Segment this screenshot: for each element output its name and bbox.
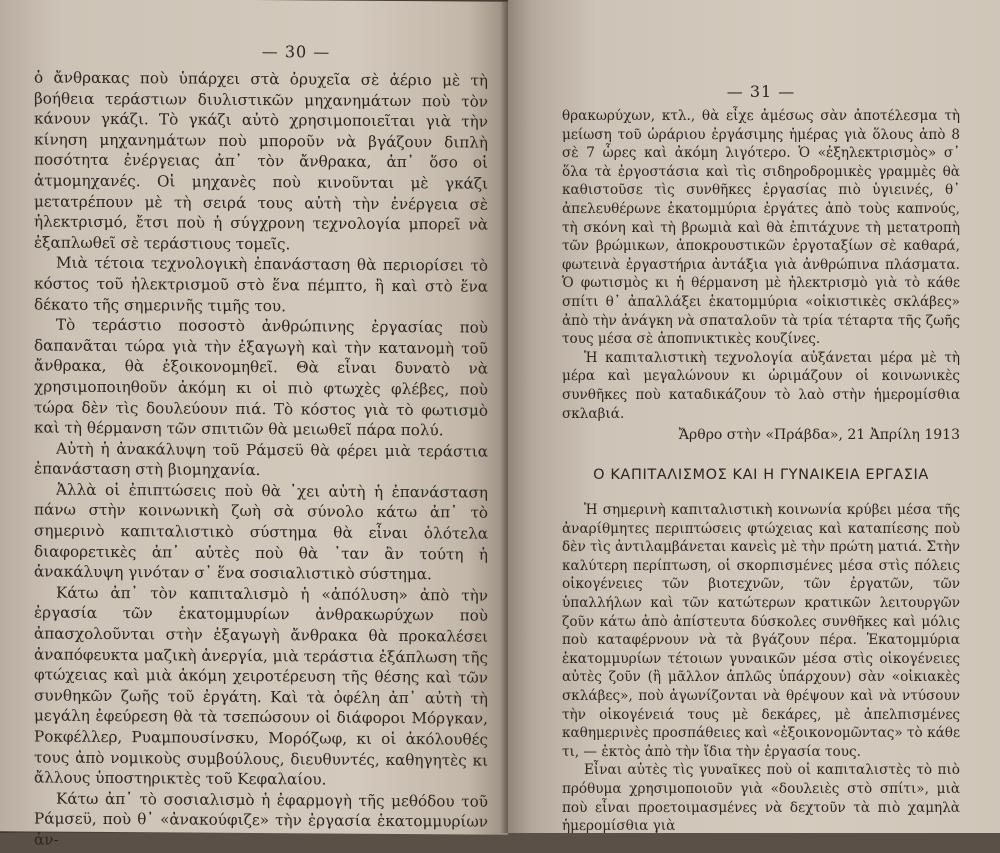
paragraph: Ἡ καπιταλιστικὴ τεχνολογία αὐξάνεται μέρα μὲ τὴ μέρα καὶ μεγαλώνουν κι ὡριμάζουν οἱ κοινωνικὲς συνθῆκες ποὺ καταδικάζουν τὸ λαὸ στὴν ἡμερομίσθια σκλαβιά. [562,349,960,422]
paragraph: Κάτω ἀπ᾿ τὸν καπιταλισμὸ ἡ «ἀπόλυση» ἀπὸ τὴν ἐργασία τῶν ἑκατομμυρίων ἀνθρακωρύχων ποὺ ἀπασχολοῦνται στὴν ἐξαγωγὴ ἄνθρακα θὰ προκαλέσει ἀναπόφευκτα μαζικὴ ἀνεργία, μιὰ τεράστια ἐξάπλωση τῆς φτώχειας καὶ μιὰ ἀκόμη χειροτέρευση τῆς θέσης καὶ τῶν συνθηκῶν ζωῆς τοῦ ἐργάτη. Καὶ τὰ ὀφέλη ἀπ᾿ αὐτὴ τὴ μεγάλη ἐφεύρεση θὰ τὰ τσεπώσουν οἱ διάφοροι Μόργκαν, Ροκφέλλερ, Ρυαμπουσίνσκυ, Μορόζωφ, κι οἱ ἀκόλουθές τους ἀπὸ νομικοὺς συμβούλους, διευθυντές, καθηγητὲς κι ἄλλους ὑποστηρικτὲς τοῦ Κεφαλαίου. [34,583,488,789]
paragraph: Κάτω ἀπ᾿ τὸ σοσιαλισμὸ ἡ ἐφαρμογὴ τῆς μεθόδου τοῦ Ράμσεϋ, ποὺ θ᾿ «ἀνακούφιζε» τὴν ἐργασία ἑκατομμυρίων ἀν- [34,789,488,849]
right-page [508,0,1000,833]
paragraph: θρακωρύχων, κτλ., θὰ εἶχε ἀμέσως σὰν ἀποτέλεσμα τὴ μείωση τοῦ ὡράριου ἐργάσιμης ἡμέρας γιὰ ὅλους ἀπὸ 8 σὲ 7 ὧρες καὶ ἀκόμη λιγότερο. Ὁ «ἐξηλεκτρισμὸς» σ᾿ ὅλα τὰ ἐργοστάσια καὶ τὶς σιδηροδρομικὲς γραμμὲς θὰ καθιστοῦσε τὶς συνθῆκες ἐργασίας πιὸ ὑγιεινές, θ᾿ ἀπελευθέρωνε ἑκατομμύρια ἐργάτες ἀπὸ τοὺς καπνούς, τὴ σκόνη καὶ τὴ βρωμιὰ καὶ θὰ ἐπιτάχυνε τὴ μετατροπὴ τῶν βρώμικων, ἀποκρουστικῶν ἐργοταξίων σὲ καθαρά, φωτεινὰ ἐργαστήρια ἀντάξια γιὰ ἀνθρώπινα πλάσματα. Ὁ φωτισμὸς κι ἡ θέρμανση μὲ ἠλεκτρισμὸ γιὰ τὸ κάθε σπίτι θ᾿ ἀπαλλάξει ἑκατομμύρια «οἰκιστικὲς σκλάβες» ἀπὸ τὴν ἀνάγκη νὰ σπαταλοῦν τὰ τρία τέταρτα τῆς ζωῆς τους μέσα σὲ ἀποπνικτικὲς κουζίνες. [562,108,960,348]
paragraph: Αὐτὴ ἡ ἀνακάλυψη τοῦ Ράμσεϋ θὰ φέρει μιὰ τεράστια ἐπανάσταση στὴ βιομηχανία. [34,439,488,480]
paragraph: Ἀλλὰ οἱ ἐπιπτώσεις ποὺ θὰ ᾿χει αὐτὴ ἡ ἐπανάσταση πάνω στὴν κοινωνικὴ ζωὴ σὰ σύνολο κάτω ἀπ᾿ τὸ σημερινὸ καπιταλιστικὸ σύστημα θὰ εἶναι ὁλότελα διαφορετικὲς ἀπ᾿ αὐτὲς ποὺ θὰ ᾿ταν ἂν τούτη ἡ ἀνακάλυψη γινόταν σ᾿ ἕνα σοσιαλιστικὸ σύστημα. [34,480,488,584]
paragraph: Τὸ τεράστιο ποσοστὸ ἀνθρώπινης ἐργασίας ποὺ δαπανᾶται τώρα γιὰ τὴν ἐξαγωγὴ καὶ τὴν κατανομὴ τοῦ ἄνθρακα, θὰ ἐξοικονομηθεῖ. Θὰ εἶναι δυνατὸ νὰ χρησιμοποιηθοῦν ἀκόμη κι οἱ πιὸ φτωχὲς φλέβες, ποὺ τώρα δὲν τὶς δουλεύουν πιά. Τὸ κόστος γιὰ τὸ φωτισμὸ καὶ τὴ θέρμανση τῶν σπιτιῶν θὰ μειωθεῖ πάρα πολύ. [34,315,488,440]
paragraph: ὁ ἄνθρακας ποὺ ὑπάρχει στὰ ὀρυχεῖα σὲ ἀέριο μὲ τὴ βοήθεια τεράστιων διυλιστικῶν μηχανημάτων ποὺ τὸν κάνουν γκάζι. Τὸ γκάζι αὐτὸ χρησιμοποιεῖται γιὰ τὴν κίνηση μηχανημάτων ποὺ μποροῦν νὰ βγάζουν διπλὴ ποσότητα ἐνέργειας ἀπ᾿ τὸν ἄνθρακα, ἀπ᾿ ὅσο οἱ ἀτμομηχανές. Οἱ μηχανὲς ποὺ κινοῦνται μὲ γκάζι μετατρέπουν μὲ τὴ σειρά τους αὐτὴ τὴν ἐνέργεια σὲ ἠλεκτρισμό, ἔτσι ποὺ ἡ σύγχρονη τεχνολογία μπορεῖ νὰ ἐξαπλωθεῖ σὲ τεράστιους τομεῖς. [34,68,488,254]
page-number: — 31 — [726,82,796,101]
paragraph: Εἶναι αὐτὲς τὶς γυναῖκες ποὺ οἱ καπιταλιστὲς τὸ πιὸ πρόθυμα χρησιμοποιοῦν γιὰ «δουλειὲς στὸ σπίτι», μιὰ ποὺ εἶναι προετοιμασμένες νὰ δεχτοῦν τὰ πιὸ χαμηλὰ ἡμερομίσθια γιὰ [562,762,960,835]
article-source: Ἄρθρο στὴν «Πράβδα», 21 Ἀπρίλη 1913 [678,427,960,444]
paragraph: Ἡ σημερινὴ καπιταλιστικὴ κοινωνία κρύβει μέσα τῆς ἀναρίθμητες περιπτώσεις φτώχειας καὶ καταπίεσης ποὺ δὲν τὶς ἀντιλαμβάνεται κανεὶς μὲ τὴν πρώτη ματιά. Στὴν καλύτερη περίπτωση, οἱ σκορπισμένες μέσα στὶς πόλεις οἰκογένειες τῶν βιοτεχνῶν, τῶν ἐργατῶν, τῶν ὑπαλλήλων καὶ τῶν κατώτερων κρατικῶν λειτουργῶν ζοῦν κάτω ἀπὸ ἀπίστευτα δύσκολες συνθῆκες καὶ μόλις ποὺ καταφέρνουν νὰ τὰ βγάζουν πέρα. Ἑκατομμύρια ἑκατομμυρίων τέτοιων γυναικῶν μέσα στὶς οἰκογένειες αὐτὲς ζοῦν (ἢ μᾶλλον ἁπλῶς ὑπάρχουν) σὰν «οἰκιακὲς σκλάβες», ποὺ ἀγωνίζονται νὰ θρέψουν καὶ νὰ ντύσουν τὴν οἰκογένειά τους μὲ δεκάρες, μὲ ἀπελπισμένες καθημερινὲς προσπάθειες καὶ «ἐξοικονομῶντας» τὸ κάθε τι, — ἐκτὸς ἀπὸ τὴν ἴδια τὴν ἐργασία τους. [562,502,960,760]
page-number: — 30 — [261,42,331,62]
section-heading: Ο ΚΑΠΙΤΑΛΙΣΜΟΣ ΚΑΙ Η ΓΥΝΑΙΚΕΙΑ ΕΡΓΑΣΙΑ [593,467,929,484]
paragraph: Μιὰ τέτοια τεχνολογικὴ ἐπανάσταση θὰ περιορίσει τὸ κόστος τοῦ ἠλεκτρισμοῦ στὸ ἕνα πέμπτο, ἢ καὶ στὸ ἕνα δέκατο τῆς σημερινῆς τιμῆς του. [34,253,488,315]
